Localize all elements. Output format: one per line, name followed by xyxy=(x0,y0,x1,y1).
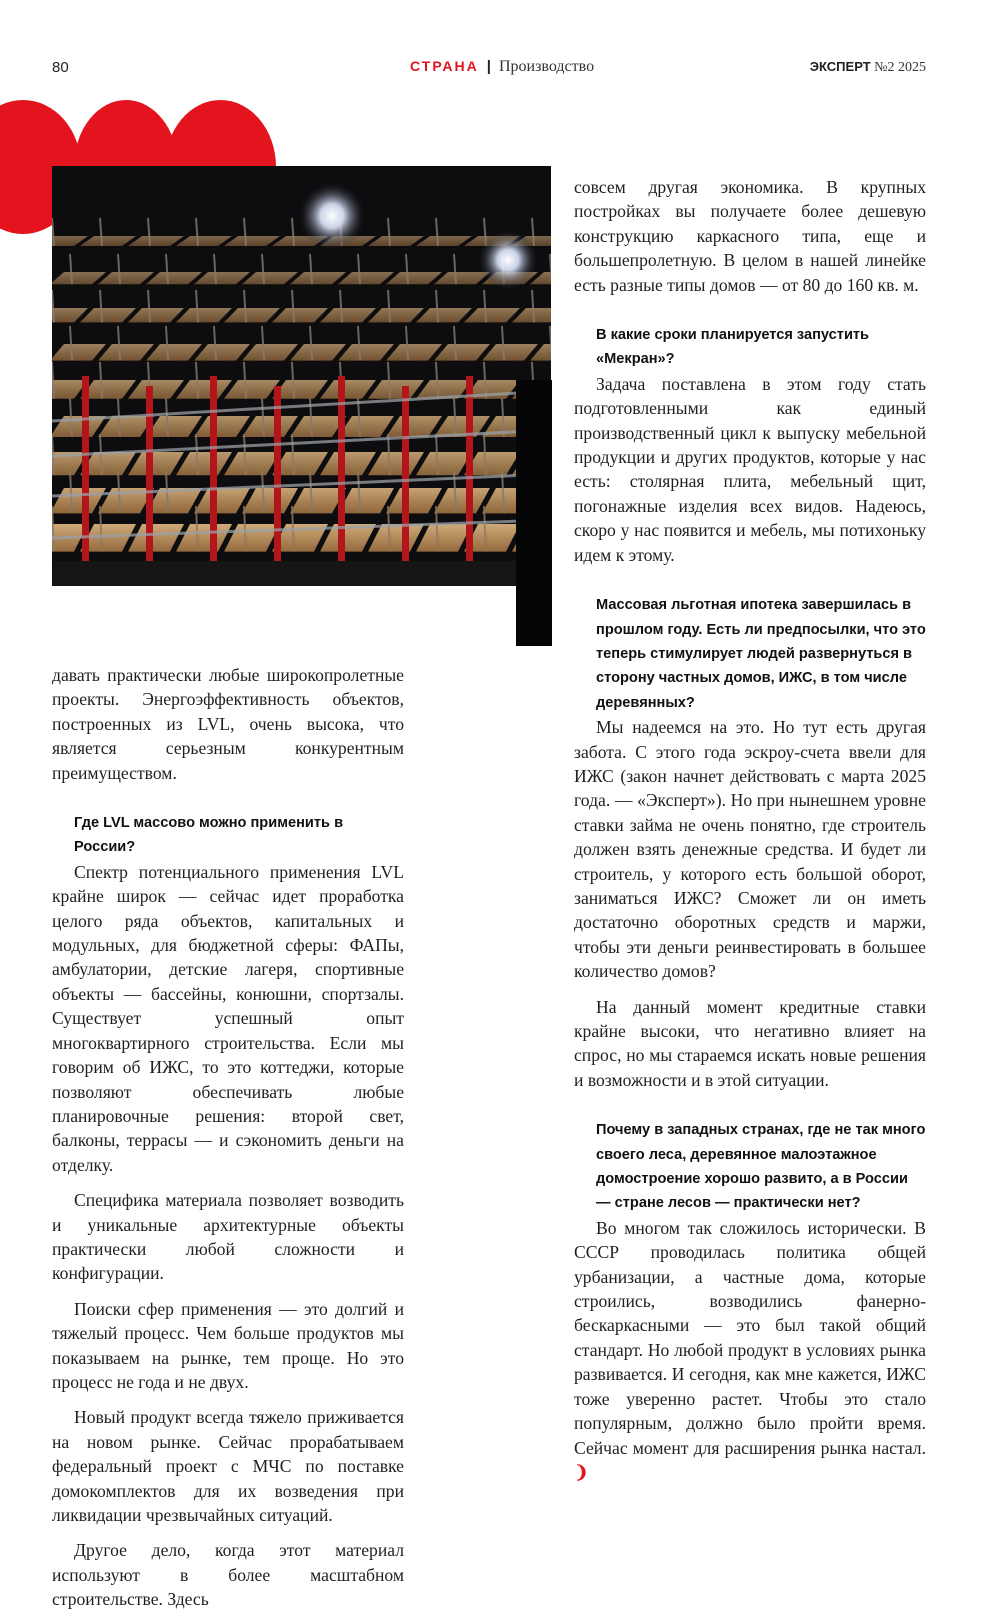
header-separator: | xyxy=(486,58,491,75)
issue-number: №2 2025 xyxy=(874,60,926,75)
paragraph: совсем другая экономика. В крупных постройках вы получаете более дешевую конструкцию каркасного типа, еще и большепролетную. В целом в нашей линейке есть разные типы домов — от 80 до 160 кв. м. xyxy=(574,177,926,295)
paragraph-final xyxy=(574,1216,926,1484)
paragraph: Задача поставлена в этом году стать подготовленными как единый производственный цикл к выпуску мебельной продукции и других продуктов, которые у нас есть: столярная плита, мебельный щит, погонажные изделия всех видов. Надеюсь, скоро у нас появится и мебель, мы потихоньку идем к этому. xyxy=(574,373,926,565)
section-label: СТРАНА xyxy=(410,58,479,74)
rack-upright xyxy=(466,376,473,566)
rubric-label: Производство xyxy=(498,58,595,75)
paragraph: Спектр потенциального применения LVL крайне широк — сейчас идет проработка целого ряда объектов, капитальных и модульных, для бюджетной сферы: ФАПы, амбулатории, детские лагеря, спортивные объекты — бассейны, конюшни, спортзалы. Существует успешный опыт многоквартирного строительства. Если мы говорим об ИЖС, то это коттеджи, которые позволяют обеспечивать любые планировочные решения: второй свет, балконы, террасы — и сэкономить деньги на отделку. xyxy=(52,861,404,1175)
end-mark: ❩ xyxy=(574,1461,589,1482)
paragraph: Специфика материала позволяет возводить и уникальные архитектурные объекты практически любой сложности и конфигурации. xyxy=(52,1190,404,1284)
left-column xyxy=(52,663,404,1623)
rack-upright xyxy=(274,386,281,576)
paragraph: Другое дело, когда этот материал используют в более масштабном строительстве. Здесь xyxy=(52,1540,404,1610)
paragraph: Новый продукт всегда тяжело приживается на новом рынке. Сейчас прорабатываем федеральный проект с МЧС по поставке домокомплектов для их возведения при ликвидации чрезвычайных ситуаций. xyxy=(52,1407,404,1525)
interview-question: Массовая льготная ипотека завершилась в прошлом году. Есть ли предпосылки, что это теперь стимулирует людей развернуться в сторону частных домов, ИЖС, в том числе деревянных? xyxy=(596,597,926,711)
paragraph: давать практически любые широкопролетные проекты. Энергоэффективность объектов, построенных из LVL, очень высока, что является серьезным конкурентным преимуществом. xyxy=(52,665,404,783)
paragraph: Поиски сфер применения — это долгий и тяжелый процесс. Чем больше продуктов мы показываем на рынке, тем проще. Но это процесс не года и не двух. xyxy=(52,1298,404,1392)
warehouse-photo xyxy=(52,166,551,586)
interview-question: Где LVL массово можно применить в России? xyxy=(74,815,344,856)
right-column xyxy=(574,175,926,1495)
rack-upright xyxy=(210,376,217,566)
magazine-issue xyxy=(810,59,926,76)
photo-warehouse-lvl-stacks-icon xyxy=(52,166,551,586)
running-header xyxy=(410,58,594,76)
paragraph: На данный момент кредитные ставки крайне высоки, что негативно влияет на спрос, но мы стараемся искать новые решения и возможности и в этой ситуации. xyxy=(574,996,926,1090)
interview-question: Почему в западных странах, где не так много своего леса, деревянное малоэтажное домостроение хорошо развито, а в России — стране лесов — практически нет? xyxy=(596,1122,926,1212)
paragraph: Мы надеемся на это. Но тут есть другая забота. С этого года эскроу-счета ввели для ИЖС (закон начнет действовать с марта 2025 года. — «Эксперт»). Но при нынешнем уровне ставки займа не очень понятно, где строитель должен взять денежные средства. И будет ли строитель, у которого есть большой оборот, заниматься ИЖС? Сможет ли он иметь достаточно оборотных средств и маржи, чтобы эти деньги реинвестировать в большее количество домов? xyxy=(574,717,926,982)
interview-question: В какие сроки планируется запустить «Мекран»? xyxy=(596,327,870,368)
decor-black-bar xyxy=(516,380,552,646)
page-number: 80 xyxy=(52,59,69,76)
paragraph-text: Во многом так сложилось исторически. В СССР проводилась политика общей урбанизации, а частные дома, которые строились, возводились фанерно-бескаркасными — это был такой общий стандарт. Но любой продукт в условиях рынка развивается. И сегодня, как мне кажется, ИЖС тоже уверенно растет. Чтобы это стало популярным, должно было пройти время. Сейчас момент для расширения рынка настал. xyxy=(574,1217,926,1458)
magazine-name: ЭКСПЕРТ xyxy=(809,59,871,74)
